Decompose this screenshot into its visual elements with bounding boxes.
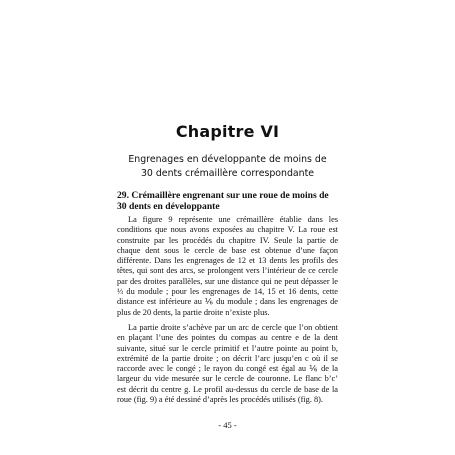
- chapter-title: Chapitre VI: [175, 122, 280, 141]
- body-paragraph-1: La figure 9 représente une crémaillère établie dans les conditions que nous avons exposées au chapitre V. La roue est construite par les procédés du chapitre IV. Seule la partie de chaque dent sous le cercle de base est obtenue d’une façon différente. Dans les engrenages de 12 et 13 dents les profils des têtes, qui sont des arcs, se prolongent vers l’intérieur de ce cercle par des droites parallèles, sur une distance qui ne peut dépasser le ⅓ du module ; pour les engrenages de 14, 15 et 16 dents, cette distance est inférieure au ⅙ du module ; dans les engrenages de plus de 20 dents, la partie droite n’existe plus.: [117, 215, 338, 317]
- chapter-subtitle: [100, 153, 355, 181]
- body-paragraph-2: La partie droite s’achève par un arc de cercle que l’on obtient en plaçant l’une des pointes du compas au centre e de la dent suivante, situé sur le cercle primitif et l’autre pointe au point b, extrémité de la partie droite ; on décrit l’arc jusqu’en c où il se raccorde avec le congé ; le rayon du congé est égal au ⅙ de la largeur du vide mesurée sur le cercle de couronne. Le flanc b’c’ est décrit du centre g. Le profil au-dessus du cercle de base de la roue (fig. 9) a été dessiné d’après les procédés utilisés (fig. 8).: [117, 322, 338, 405]
- section-29: [117, 190, 338, 410]
- chapter-subtitle-line-1: Engrenages en développante de moins de: [128, 154, 327, 165]
- section-heading: 29. Crémaillère engrenant sur une roue de moins de 30 dents en développante: [117, 190, 329, 212]
- page-number: - 45 -: [218, 420, 237, 430]
- chapter-subtitle-line-2: 30 dents crémaillère correspondante: [140, 168, 315, 179]
